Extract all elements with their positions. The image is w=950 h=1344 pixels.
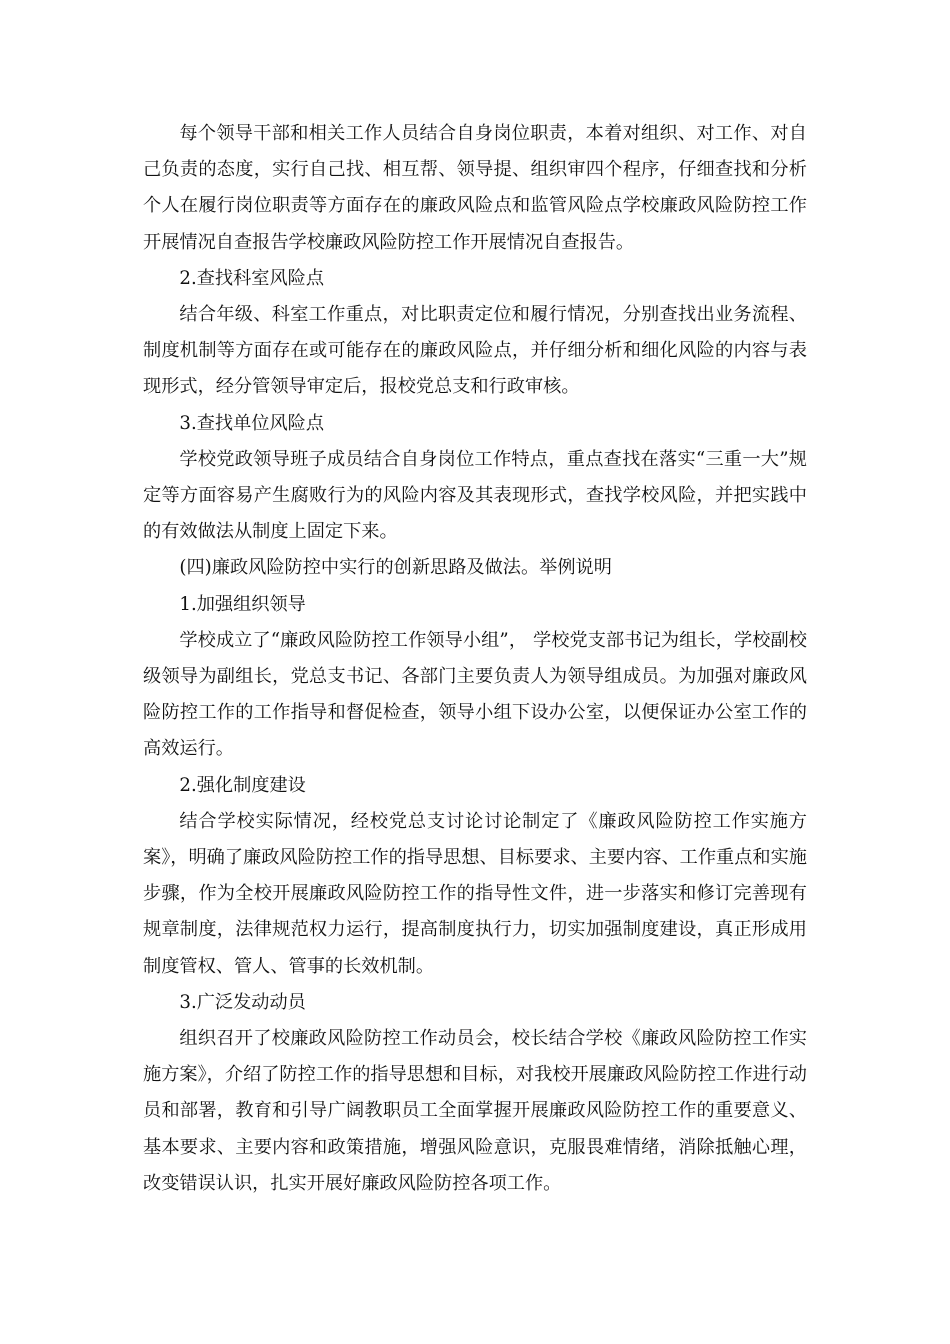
paragraph-system-building: 结合学校实际情况，经校党总支讨论讨论制定了《廉政风险防控工作实施方案》，明确了廉政风险防控工作的指导思想、目标要求、主要内容、工作重点和实施步骤，作为全校开展廉政风险防控工作的指导性文件，进一步落实和修订完善现有规章制度，法律规范权力运行，提高制度执行力，切实加强制度建设，真正形成用制度管权、管人、管事的长效机制。 bbox=[143, 810, 807, 977]
heading-organization-leadership: 1.加强组织领导 bbox=[179, 593, 306, 615]
heading-mobilization: 3.广泛发动动员 bbox=[179, 991, 306, 1013]
paragraph-personal-risk-review: 每个领导干部和相关工作人员结合自身岗位职责，本着对组织、对工作、对自己负责的态度，实行自己找、相互帮、领导提、组织审四个程序，仔细查找和分析个人在履行岗位职责等方面存在的廉政风险点和监管风险点学校廉政风险防控工作开展情况自查报告学校廉政风险防控工作开展情况自查报告。 bbox=[143, 123, 807, 253]
paragraph-organization-leadership: 学校成立了“廉政风险防控工作领导小组”， 学校党支部书记为组长，学校副校级领导为副组长，党总支书记、各部门主要负责人为领导组成员。为加强对廉政风险防控工作的工作指导和督促检查，领导小组下设办公室，以便保证办公室工作的高效运行。 bbox=[143, 629, 807, 760]
heading-system-building: 2.强化制度建设 bbox=[179, 774, 306, 796]
heading-unit-risk: 3.查找单位风险点 bbox=[179, 412, 325, 434]
paragraph-unit-risk: 学校党政领导班子成员结合自身岗位工作特点，重点查找在落实“三重一大”规定等方面容易产生腐败行为的风险内容及其表现形式，查找学校风险，并把实践中的有效做法从制度上固定下来。 bbox=[143, 448, 807, 543]
paragraph-department-risk: 结合年级、科室工作重点，对比职责定位和履行情况，分别查找出业务流程、制度机制等方面存在或可能存在的廉政风险点，并仔细分析和细化风险的内容与表现形式，经分管领导审定后，报校党总支和行政审核。 bbox=[143, 304, 807, 398]
heading-department-risk: 2.查找科室风险点 bbox=[179, 267, 325, 289]
heading-section-four: (四)廉政风险防控中实行的创新思路及做法。举例说明 bbox=[179, 557, 612, 579]
paragraph-mobilization: 组织召开了校廉政风险防控工作动员会，校长结合学校《廉政风险防控工作实施方案》，介绍了防控工作的指导思想和目标，对我校开展廉政风险防控工作进行动员和部署，教育和引导广阔教职员工全面掌握开展廉政风险防控工作的重要意义、基本要求、主要内容和政策措施，增强风险意识，克服畏难情绪，消除抵触心理，改变错误认识，扎实开展好廉政风险防控各项工作。 bbox=[143, 1028, 807, 1194]
document-body bbox=[143, 116, 807, 1202]
